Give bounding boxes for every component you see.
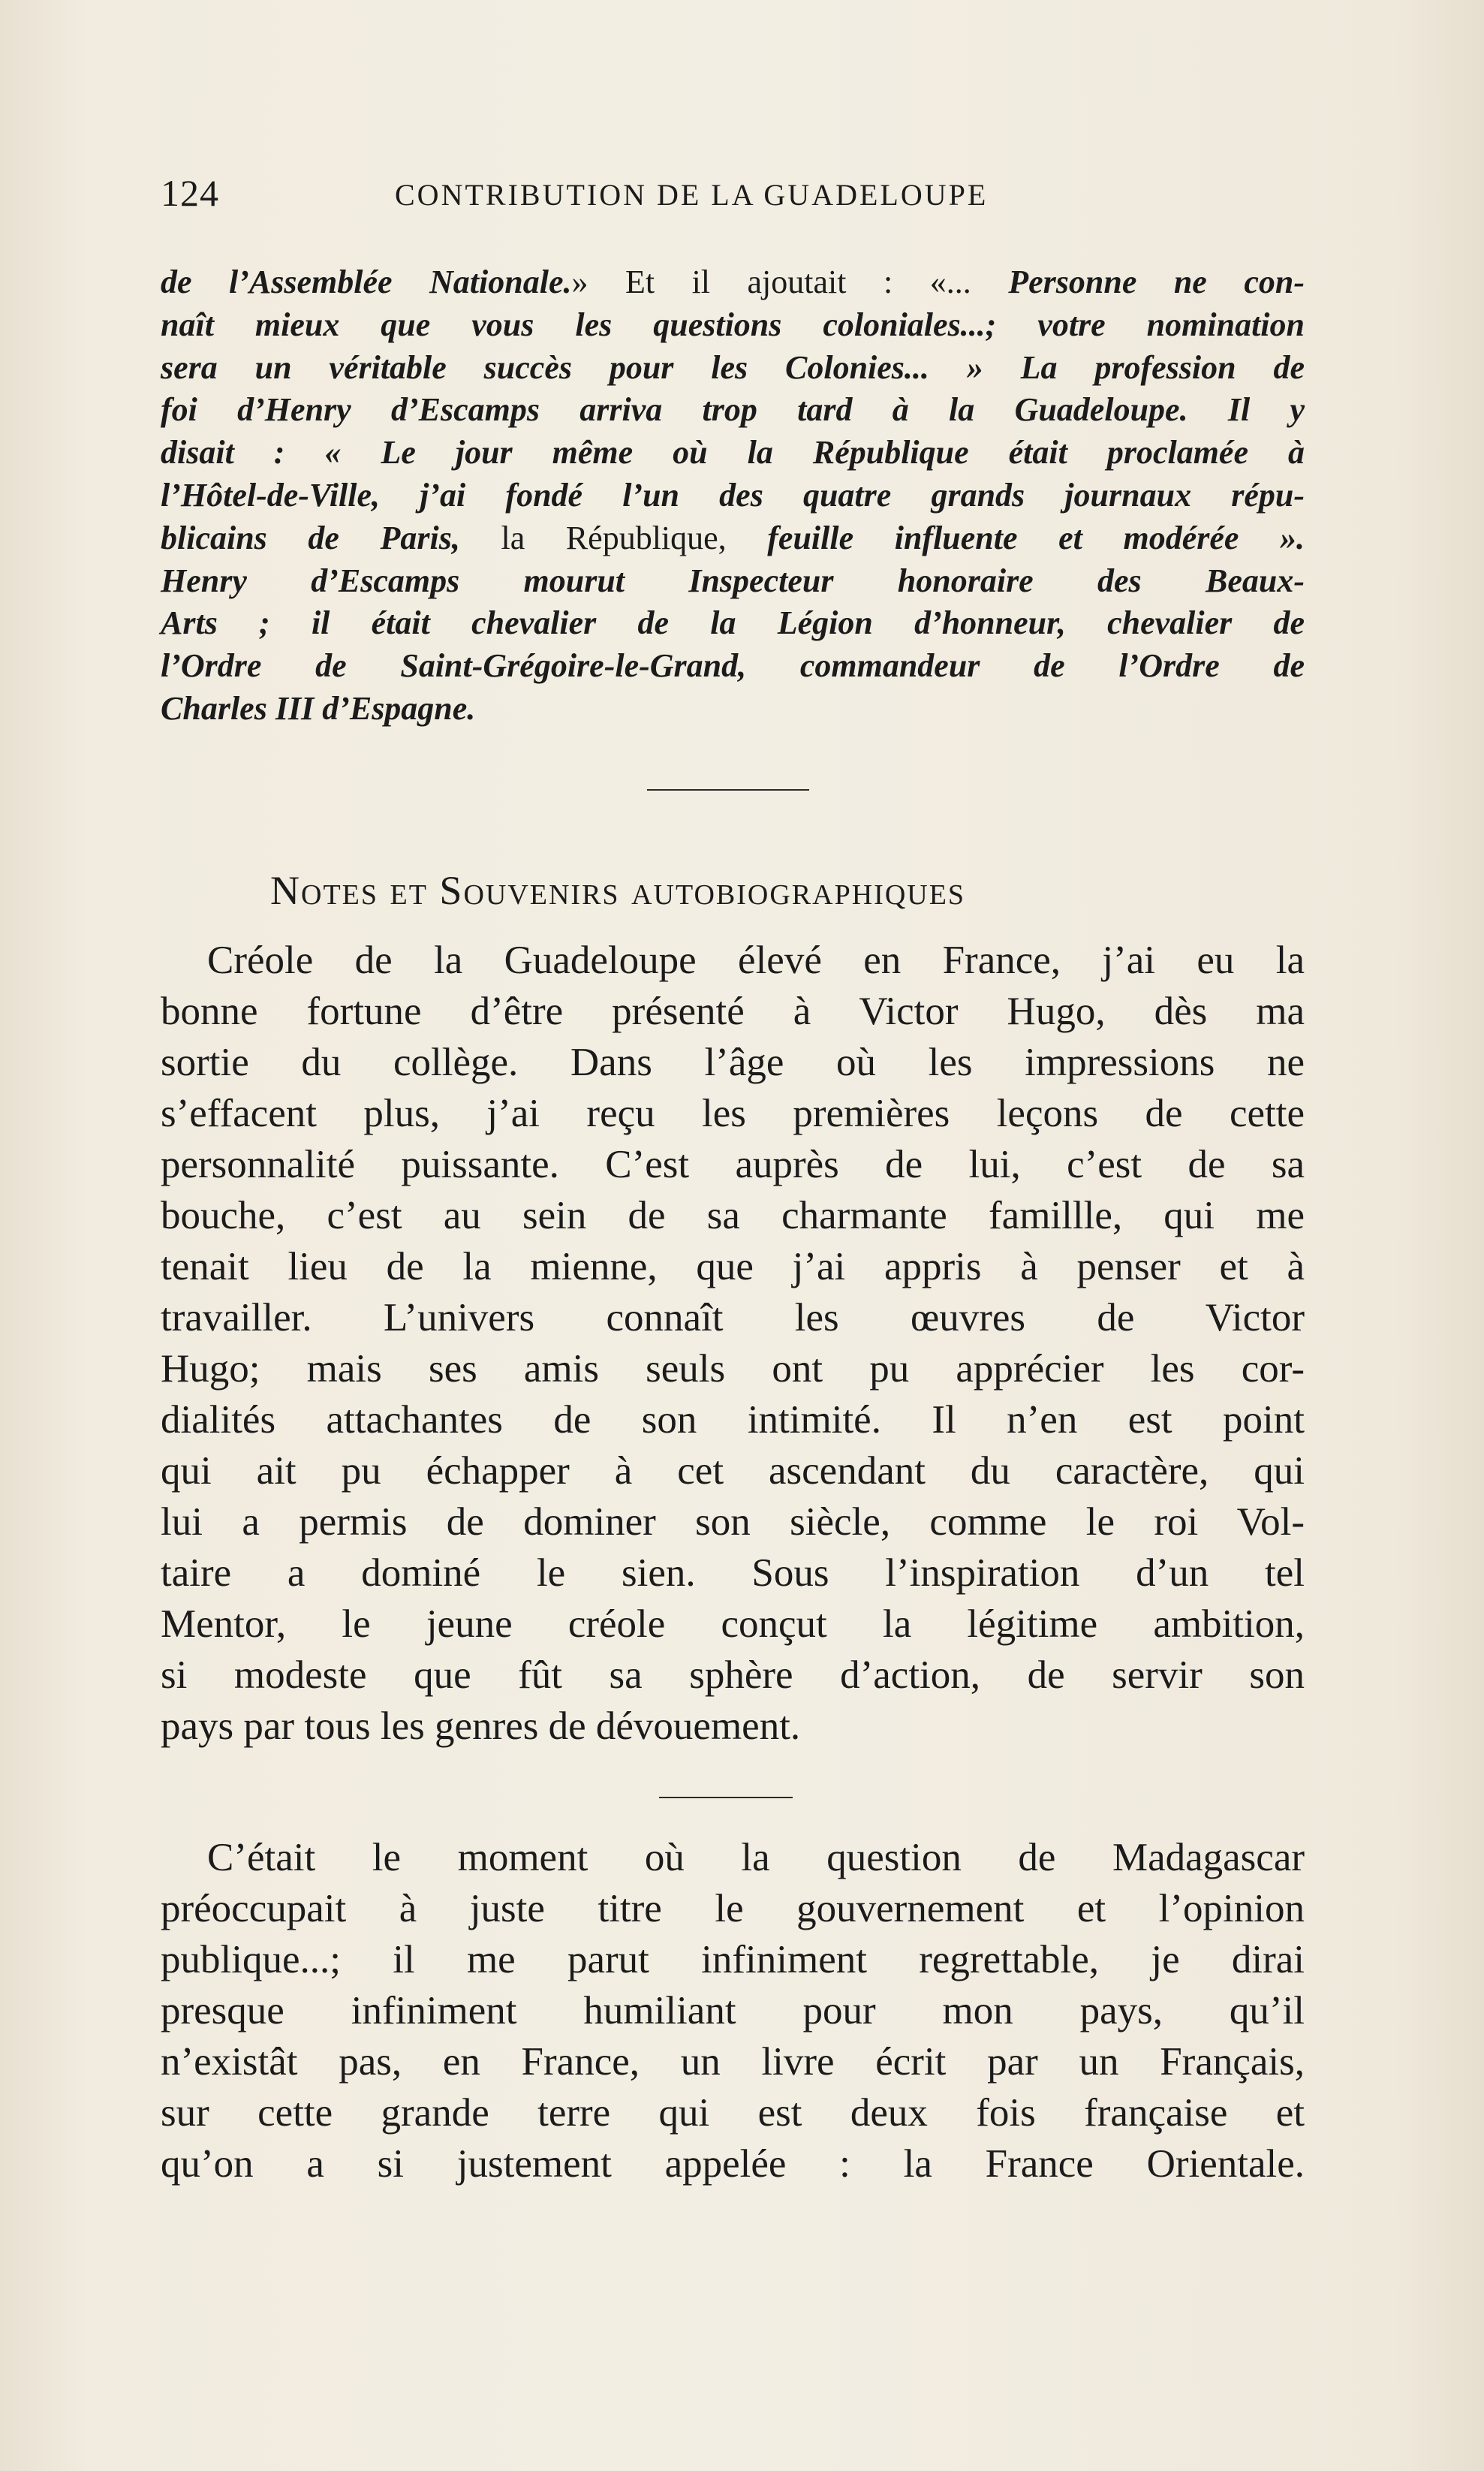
continuation-paragraph [161,261,1305,731]
text-run: feuille influente et modérée ». [767,519,1305,556]
text-line: lui a permis de dominer son siècle, comme le roi Vol- [161,1500,1305,1544]
text-line: qui ait pu échapper à cet ascendant du caractère, qui [161,1449,1305,1493]
text-run: blicains de Paris, [161,519,501,556]
text-line: Charles III d’Espagne. [161,689,476,727]
text-line [161,261,1305,304]
page-number: 124 [161,172,219,214]
text-run: la République, [501,519,768,556]
text-line: s’effacent plus, j’ai reçu les premières leçons de cette [161,1092,1305,1135]
text-line: tenait lieu de la mienne, que j’ai appris à penser et à [161,1245,1305,1288]
text-line: foi d’Henry d’Escamps arriva trop tard à la Guadeloupe. Il y [161,391,1305,429]
text-run: » Et il ajoutait : «... [571,264,1009,300]
text-line: Henry d’Escamps mourut Inspecteur honoraire des Beaux- [161,562,1305,599]
text-line: C’était le moment où la question de Madagascar [207,1836,1305,1879]
running-title: CONTRIBUTION DE LA GUADELOUPE [395,178,989,212]
text-run: Personne ne con- [1008,264,1305,300]
text-line: Créole de la Guadeloupe élevé en France, j’ai eu la [207,939,1305,982]
text-line: sera un véritable succès pour les Colonies... » La profession de [161,348,1305,386]
text-line: l’Ordre de Saint-Grégoire-le-Grand, commandeur de l’Ordre de [161,647,1305,685]
text-line: disait : « Le jour même où la République était proclamée à [161,434,1305,472]
text-line: presque infiniment humiliant pour mon pays, qu’il [161,1989,1305,2033]
section-heading: Notes et Souvenirs autobiographiques [270,868,966,913]
text-line: si modeste que fût sa sphère d’action, de servir son [161,1653,1305,1697]
text-line: Mentor, le jeune créole conçut la légitime ambition, [161,1602,1305,1646]
running-head [161,171,1302,224]
text-line: n’existât pas, en France, un livre écrit par un Français, [161,2040,1305,2084]
text-line: publique...; il me parut infiniment regrettable, je dirai [161,1938,1305,1981]
text-run: de l’Assemblée Nationale. [161,264,572,300]
text-line: bouche, c’est au sein de sa charmante famillle, qui me [161,1194,1305,1237]
text-line: Arts ; il était chevalier de la Légion d’honneur, chevalier de [161,604,1305,642]
text-line [161,517,1305,560]
text-line: travailler. L’univers connaît les œuvres de Victor [161,1296,1305,1339]
text-line: sortie du collège. Dans l’âge où les impressions ne [161,1041,1305,1084]
text-line: naît mieux que vous les questions coloniales...; votre nomination [161,306,1305,343]
text-line: bonne fortune d’être présenté à Victor Hugo, dès ma [161,990,1305,1033]
paragraph-divider [659,1797,793,1798]
text-line: qu’on a si justement appelée : la France Orientale. [161,2142,1305,2186]
text-line: personnalité puissante. C’est auprès de lui, c’est de sa [161,1143,1305,1186]
text-line: sur cette grande terre qui est deux fois française et [161,2091,1305,2135]
text-line: dialités attachantes de son intimité. Il n’en est point [161,1398,1305,1442]
text-line: préoccupait à juste titre le gouvernement et l’opinion [161,1887,1305,1930]
text-line: l’Hôtel-de-Ville, j’ai fondé l’un des quatre grands journaux répu- [161,476,1305,514]
text-line: Hugo; mais ses amis seuls ont pu apprécier les cor- [161,1347,1305,1391]
body-paragraph [161,1832,1305,2189]
text-line: pays par tous les genres de dévouement. [161,1704,801,1748]
section-divider [647,789,809,791]
body-paragraph [161,935,1305,1752]
text-line: taire a dominé le sien. Sous l’inspiration d’un tel [161,1551,1305,1595]
